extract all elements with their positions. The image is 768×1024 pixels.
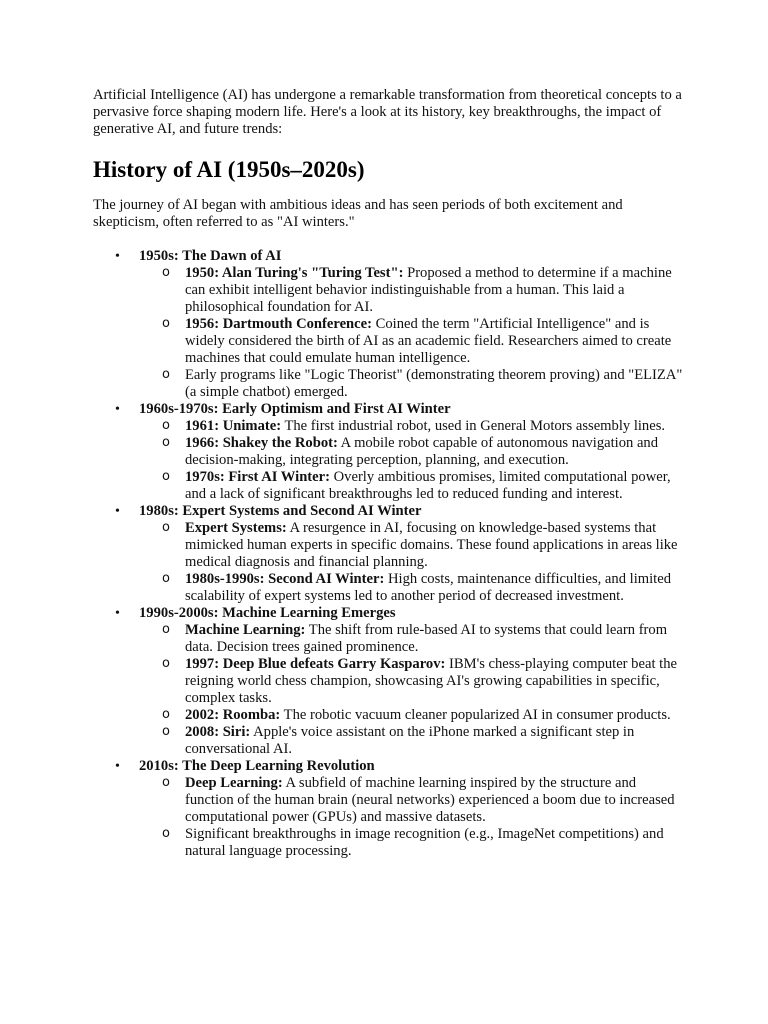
item-heading: Expert Systems: bbox=[185, 520, 287, 536]
item-text: The robotic vacuum cleaner popularized AI in consumer products. bbox=[280, 707, 671, 723]
item-heading: 1980s-1990s: Second AI Winter: bbox=[185, 571, 385, 587]
item-heading: 1997: Deep Blue defeats Garry Kasparov: bbox=[185, 656, 446, 672]
era-title: • 2010s: The Deep Learning Revolution bbox=[139, 758, 375, 774]
item-text: A subfield of machine learning inspired by the structure and function of the human brain (neural networks) experienced a boom due to increased computational power (GPUs) and massive datasets. bbox=[185, 775, 675, 825]
era-list-item bbox=[139, 503, 683, 605]
item-heading: 1956: Dartmouth Conference: bbox=[185, 316, 372, 332]
item-heading: Deep Learning: bbox=[185, 775, 283, 791]
item-text: The shift from rule-based AI to systems that could learn from data. Decision trees gained prominence. bbox=[185, 622, 668, 655]
item-text: A mobile robot capable of autonomous navigation and decision-making, integrating perception, planning, and execution. bbox=[185, 435, 659, 468]
era-list bbox=[93, 248, 683, 860]
item-heading: 2008: Siri: bbox=[185, 724, 251, 740]
era-title: • 1960s-1970s: Early Optimism and First AI Winter bbox=[139, 401, 451, 417]
section-heading: History of AI (1950s–2020s) bbox=[93, 157, 365, 182]
item-text: Significant breakthroughs in image recognition (e.g., ImageNet competitions) and natural language processing. bbox=[185, 826, 664, 859]
era-list-item bbox=[139, 758, 683, 860]
sub-list-item bbox=[185, 316, 683, 367]
item-heading: 1961: Unimate: bbox=[185, 418, 282, 434]
item-heading: 2002: Roomba: bbox=[185, 707, 281, 723]
sub-list-item bbox=[185, 656, 683, 707]
era-title: • 1990s-2000s: Machine Learning Emerges bbox=[139, 605, 396, 621]
item-heading: Machine Learning: bbox=[185, 622, 306, 638]
sub-list-item bbox=[185, 469, 683, 503]
item-text: Apple's voice assistant on the iPhone marked a significant step in conversational AI. bbox=[185, 724, 635, 757]
sub-list-item bbox=[185, 724, 683, 758]
item-text: IBM's chess-playing computer beat the reigning world chess champion, showcasing AI's growing capabilities in specific, complex tasks. bbox=[185, 656, 677, 706]
sub-list-item bbox=[185, 707, 683, 724]
sub-list-item bbox=[185, 418, 683, 435]
document-page bbox=[93, 87, 683, 860]
item-text: High costs, maintenance difficulties, and limited scalability of expert systems led to another period of decreased investment. bbox=[185, 571, 672, 604]
item-text: Overly ambitious promises, limited computational power, and a lack of significant breakthroughs led to reduced funding and interest. bbox=[185, 469, 671, 502]
sub-list-item bbox=[185, 775, 683, 826]
item-heading: 1970s: First AI Winter: bbox=[185, 469, 330, 485]
section-lead-paragraph: The journey of AI began with ambitious ideas and has seen periods of both excitement and skepticism, often referred to as "AI winters." bbox=[93, 197, 623, 230]
era-list-item bbox=[139, 248, 683, 401]
era-sub-list bbox=[139, 622, 683, 758]
sub-list-item bbox=[185, 826, 683, 860]
item-text: Proposed a method to determine if a machine can exhibit intelligent behavior indistinguishable from a human. This laid a philosophical foundation for AI. bbox=[185, 265, 672, 315]
item-text: A resurgence in AI, focusing on knowledge-based systems that mimicked human experts in specific domains. These found applications in areas like medical diagnosis and financial planning. bbox=[185, 520, 678, 570]
sub-list-item bbox=[185, 520, 683, 571]
sub-list-item bbox=[185, 367, 683, 401]
item-text: Early programs like "Logic Theorist" (demonstrating theorem proving) and "ELIZA" (a simple chatbot) emerged. bbox=[185, 367, 683, 400]
item-text: The first industrial robot, used in General Motors assembly lines. bbox=[281, 418, 666, 434]
era-title: • 1950s: The Dawn of AI bbox=[139, 248, 282, 264]
era-title: • 1980s: Expert Systems and Second AI Winter bbox=[139, 503, 422, 519]
sub-list-item bbox=[185, 571, 683, 605]
era-sub-list bbox=[139, 775, 683, 860]
sub-list-item bbox=[185, 622, 683, 656]
era-sub-list bbox=[139, 520, 683, 605]
item-heading: 1950: Alan Turing's "Turing Test": bbox=[185, 265, 404, 281]
sub-list-item bbox=[185, 265, 683, 316]
item-text: Coined the term "Artificial Intelligence" and is widely considered the birth of AI as an academic field. Researchers aimed to create machines that could emulate human intelligence. bbox=[185, 316, 672, 366]
sub-list-item bbox=[185, 435, 683, 469]
era-list-item bbox=[139, 605, 683, 758]
era-sub-list bbox=[139, 265, 683, 401]
intro-paragraph: Artificial Intelligence (AI) has undergone a remarkable transformation from theoretical concepts to a pervasive force shaping modern life. Here's a look at its history, key breakthroughs, the impact of generative AI, and future trends: bbox=[93, 87, 682, 137]
era-list-item bbox=[139, 401, 683, 503]
era-sub-list bbox=[139, 418, 683, 503]
item-heading: 1966: Shakey the Robot: bbox=[185, 435, 338, 451]
